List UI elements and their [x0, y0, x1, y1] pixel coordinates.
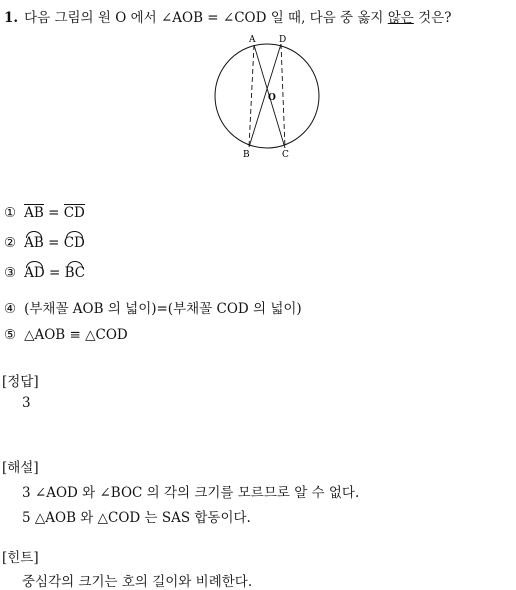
hint-header: [힌트] [2, 550, 39, 566]
arc-ad-text: AD [24, 265, 45, 281]
choice-3[interactable] [4, 265, 85, 281]
explanation-header: [해설] [2, 460, 39, 476]
choice-4-text: (부채꼴 AOB 의 넓이)=(부채꼴 COD 의 넓이) [24, 301, 302, 317]
question-number: 1. [4, 10, 19, 26]
choice-2[interactable] [4, 235, 85, 251]
segment-ab-text: AB [24, 205, 44, 221]
label-c: C [282, 150, 289, 160]
arc-cd-text: CD [63, 235, 85, 251]
label-b: B [243, 150, 250, 160]
segment-db [249, 44, 281, 147]
explanation-line-1: 3 ∠AOD 와 ∠BOC 의 각의 크기를 모르므로 알 수 없다. [22, 485, 360, 501]
arc-ab-text: AB [24, 235, 44, 251]
choice-3-mark: ③ [4, 265, 17, 281]
choice-1[interactable] [4, 205, 85, 221]
choice-4[interactable] [4, 297, 302, 317]
equals-sign: = [43, 205, 64, 221]
question-text: 다음 그림의 원 O 에서 ∠AOB = ∠COD 일 때, 다음 중 옳지 [24, 10, 388, 26]
question-text-end: 것은? [413, 10, 452, 26]
circle-figure [205, 30, 330, 160]
hint-text: 중심각의 크기는 호의 길이와 비례한다. [22, 574, 253, 590]
choice-4-mark: ④ [4, 301, 17, 317]
question-stem [4, 6, 451, 26]
choice-5-mark: ⑤ [4, 327, 17, 343]
segment-dc [281, 44, 285, 148]
choice-1-mark: ① [4, 205, 17, 221]
circle-o [215, 44, 319, 148]
question-underlined-word: 않은 [387, 10, 414, 26]
arc-bc-text: BC [64, 265, 86, 281]
segment-cd-text: CD [63, 205, 85, 221]
answer-header: [정답] [2, 374, 39, 390]
choice-5-text: △AOB ≡ △COD [24, 327, 128, 343]
choice-5[interactable] [4, 327, 128, 343]
segment-ab [249, 45, 254, 147]
answer-value: 3 [22, 395, 31, 411]
explanation-line-2: 5 △AOB 와 △COD 는 SAS 합동이다. [22, 510, 251, 526]
label-d: D [279, 35, 287, 45]
equals-sign: = [43, 235, 64, 251]
equals-sign: = [44, 265, 65, 281]
label-a: A [249, 35, 256, 45]
choice-2-mark: ② [4, 235, 17, 251]
label-o: O [268, 93, 276, 103]
